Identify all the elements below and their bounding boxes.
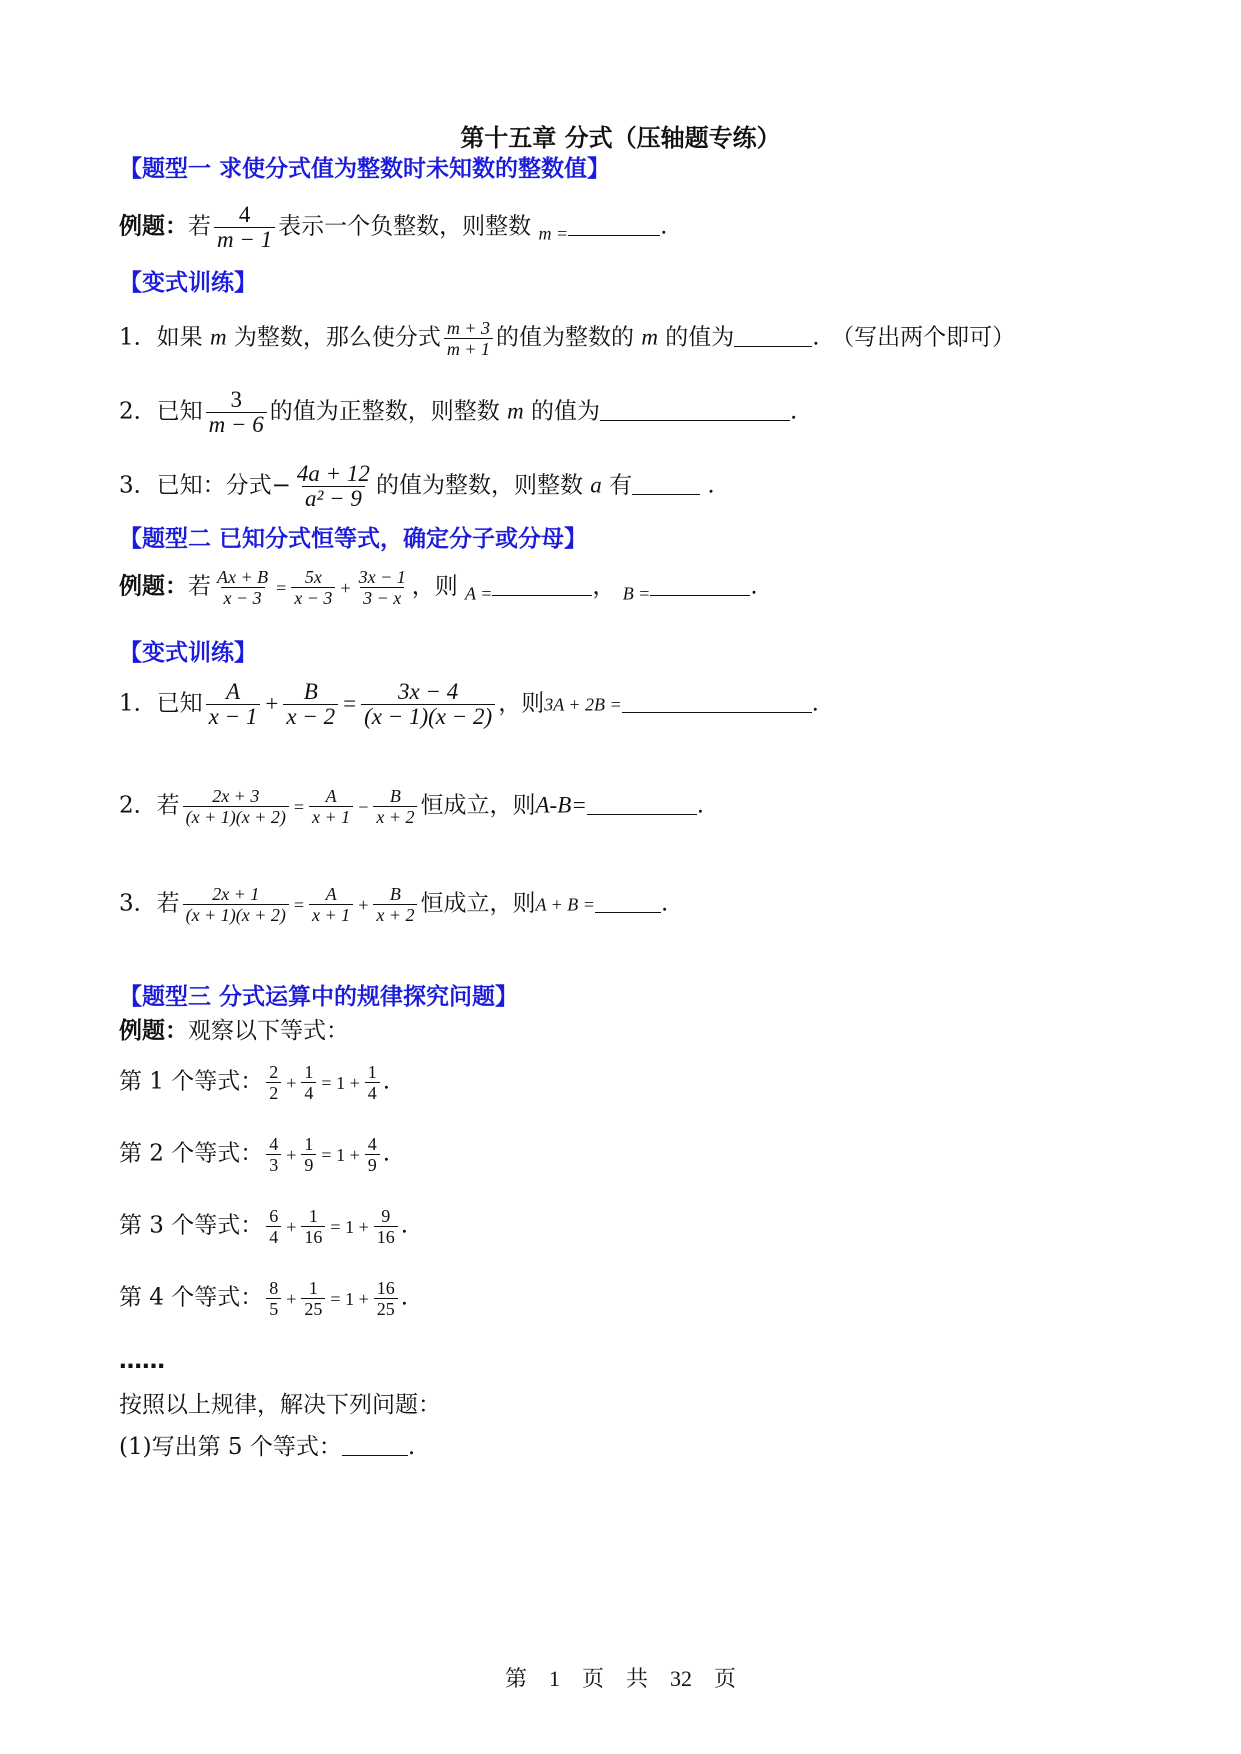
answer-blank[interactable] bbox=[595, 890, 661, 913]
answer-blank[interactable] bbox=[587, 792, 697, 815]
answer-blank-a[interactable] bbox=[492, 573, 592, 596]
page-footer: 第 1 页 共 32 页 bbox=[504, 1666, 736, 1691]
ellipsis: …… bbox=[119, 1348, 165, 1374]
instruction: 按照以上规律，解决下列问题： bbox=[119, 1392, 441, 1418]
answer-blank[interactable] bbox=[632, 472, 700, 495]
equation-4: 第 4 个等式： $\frac{8}{5}$ + $\frac{1}{25}$ = 1 + $\frac{16}{25}$ . bbox=[119, 1278, 409, 1319]
example-label: 例题： bbox=[119, 213, 188, 240]
section-header-2: 【题型二 已知分式恒等式，确定分子或分母】 bbox=[119, 526, 588, 552]
fraction: $\frac{m + 3}{m + 1}$ bbox=[444, 318, 493, 359]
question-3-1: (1)写出第 5 个等式： . bbox=[119, 1434, 416, 1460]
answer-blank-b[interactable] bbox=[650, 573, 750, 596]
question-1-3: 3．已知：分式− $\frac{4a + 12}{\text{a² − 9}}$ 的值为整数，则整数 a 有 . bbox=[119, 461, 715, 511]
example-3: 例题：观察以下等式： bbox=[119, 1018, 349, 1044]
question-2-1: 1．已知 $\frac{A}{x - 1}$ + $\frac{B}{x - 2}$ = $\frac{3x - 4}{(x - 1)(x - 2)}$ ，则3A + 2B = . bbox=[119, 679, 819, 729]
practice-header-2: 【变式训练】 bbox=[119, 640, 257, 666]
page-title: 第十五章 分式（压轴题专练） bbox=[460, 124, 781, 152]
question-1-2: 2．已知 $\frac{3}{m - 6}$ 的值为正整数，则整数 m 的值为 . bbox=[119, 387, 798, 437]
example-1: 例题：若 $\frac{4}{m - 1}$ 表示一个负整数，则整数 $_{m =}$ . bbox=[119, 202, 668, 252]
practice-header-1: 【变式训练】 bbox=[119, 270, 257, 296]
fraction: $\frac{4}{m - 1}$ bbox=[214, 203, 275, 252]
answer-blank[interactable] bbox=[734, 324, 812, 347]
section-header-1: 【题型一 求使分式值为整数时未知数的整数值】 bbox=[119, 156, 611, 182]
section-header-3: 【题型三 分式运算中的规律探究问题】 bbox=[119, 984, 519, 1010]
question-2-2: 2．若 $\frac{2x + 3}{(x + 1)(x + 2)}$ = $\frac{A}{x + 1}$ − $\frac{B}{x + 2}$ 恒成立，则A-B= . bbox=[119, 786, 705, 827]
answer-blank[interactable] bbox=[600, 398, 790, 421]
answer-blank[interactable] bbox=[622, 690, 812, 713]
question-2-3: 3．若 $\frac{2x + 1}{(x + 1)(x + 2)}$ = $\frac{A}{x + 1}$ + $\frac{B}{x + 2}$ 恒成立，则A + B = . bbox=[119, 884, 669, 925]
equation-2: 第 2 个等式： $\frac{4}{3}$ + $\frac{1}{9}$ = 1 + $\frac{4}{9}$ . bbox=[119, 1134, 391, 1175]
answer-blank[interactable] bbox=[342, 1433, 408, 1456]
answer-blank[interactable] bbox=[568, 213, 660, 236]
example-2: 例题：若 $\frac{Ax + B}{x - 3}$ = $\frac{5x}{x - 3}$ + $\frac{3x - 1}{3 - x}$ ，则 $_{A =}$ ， $_{B =}$ . bbox=[119, 567, 758, 608]
fraction: $\frac{4a + 12}{\text{a² − 9}}$ bbox=[296, 461, 370, 511]
fraction: $\frac{3}{m - 6}$ bbox=[206, 388, 267, 437]
equation-3: 第 3 个等式： $\frac{6}{4}$ + $\frac{1}{16}$ = 1 + $\frac{9}{16}$ . bbox=[119, 1206, 409, 1247]
question-1-1: 1．如果 m 为整数，那么使分式 $\frac{m + 3}{m + 1}$ 的值为整数的 m 的值为 . （写出两个即可） bbox=[119, 318, 1016, 359]
equation-1: 第 1 个等式： $\frac{2}{2}$ + $\frac{1}{4}$ = 1 + $\frac{1}{4}$ . bbox=[119, 1062, 391, 1103]
